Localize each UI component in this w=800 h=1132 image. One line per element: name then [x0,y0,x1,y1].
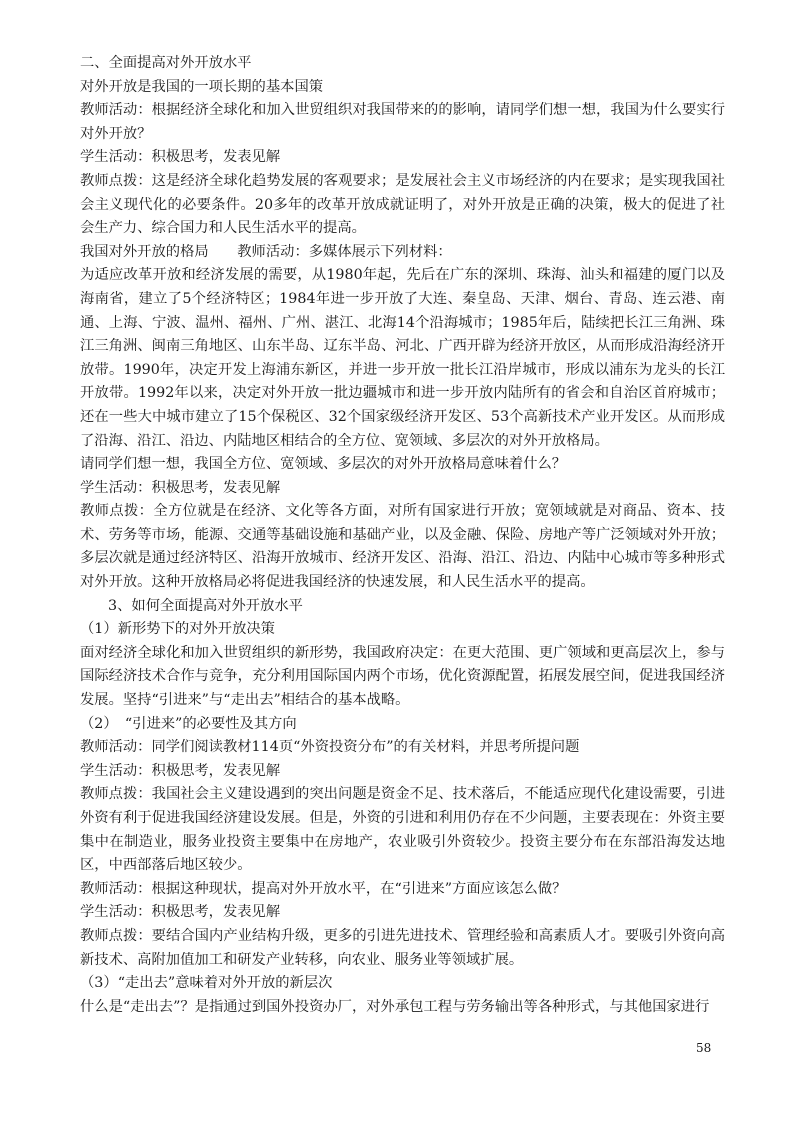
paragraph-definition: 什么是“走出去”？是指通过到国外投资办厂，对外承包工程与劳务输出等各种形式，与其他国家进行 [80,998,710,1015]
section-heading: 二、全面提高对外开放水平 [80,55,252,71]
paragraph-policy: 面对经济全球化和加入世贸组织的新形势，我国政府决定：在更大范围、更广领域和更高层次上，参与国际经济技术合作与竞争，充分利用国际国内两个市场，优化资源配置，拓展发展空间，促进我国经济发展。坚持“引进来”与“走出去”相结合的基本战略。 [80,644,725,709]
paragraph-teacher-guidance: 教师点拨：这是经济全球化趋势发展的客观要求；是发展社会主义市场经济的内在要求；是实现我国社会主义现代化的必要条件。20多年的改革开放成就证明了，对外开放是正确的决策，极大的促进了社会生产力、综合国力和人民生活水平的提高。 [80,172,725,237]
subsection-heading: 我国对外开放的格局 教师活动：多媒体展示下列材料： [80,243,452,260]
paragraph-student-activity: 学生活动：积极思考，发表见解 [80,904,281,921]
paragraph-question: 请同学们想一想，我国全方位、宽领域、多层次的对外开放格局意味着什么？ [80,456,567,473]
paragraph-student-activity: 学生活动：积极思考，发表见解 [80,149,281,166]
paragraph-teacher-guidance: 教师点拨：我国社会主义建设遇到的突出问题是资金不足、技术落后，不能适应现代化建设需要，引进外资有利于促进我国经济建设发展。但是，外资的引进和利用仍存在不少问题，主要表现在：外资主要集中在制造业，服务业投资主要集中在房地产，农业吸引外资较少。投资主要分布在东部沿海发达地区，中西部落后地区较少。 [80,786,725,874]
paragraph-student-activity: 学生活动：积极思考，发表见解 [80,762,281,779]
subsection-heading: 对外开放是我国的一项长期的基本国策 [80,78,324,95]
subsection-heading: （2） “引进来”的必要性及其方向 [80,715,297,732]
document-body [80,52,725,1019]
paragraph-teacher-activity: 教师活动：根据这种现状，提高对外开放水平，在“引进来”方面应该怎么做？ [80,880,567,897]
paragraph-teacher-guidance: 教师点拨：要结合国内产业结构升级，更多的引进先进技术、管理经验和高素质人才。要吸引外资向高新技术、高附加值加工和研发产业转移，向农业、服务业等领域扩展。 [80,927,725,968]
subsection-heading: （3）“走出去”意味着对外开放的新层次 [80,975,333,992]
paragraph-student-activity: 学生活动：积极思考，发表见解 [80,479,281,496]
subsection-heading: （1）新形势下的对外开放决策 [80,621,275,638]
paragraph-teacher-activity: 教师活动：同学们阅读教材114页“外资投资分布”的有关材料，并思考所提问题 [80,739,580,756]
page-number: 58 [696,1041,712,1055]
paragraph-teacher-guidance: 教师点拨：全方位就是在经济、文化等各方面，对所有国家进行开放；宽领域就是对商品、资本、技术、劳务等市场，能源、交通等基础设施和基础产业，以及金融、保险、房地产等广泛领域对外开放；多层次就是通过经济特区、沿海开放城市、经济开发区、沿海、沿江、沿边、内陆中心城市等多种形式对外开放。这种开放格局必将促进我国经济的快速发展，和人民生活水平的提高。 [80,503,725,591]
paragraph-material: 为适应改革开放和经济发展的需要，从1980年起，先后在广东的深圳、珠海、汕头和福建的厦门以及海南省，建立了5个经济特区；1984年进一步开放了大连、秦皇岛、天津、烟台、青岛、连云港、南通、上海、宁波、温州、福州、广州、湛江、北海14个沿海城市；1985年后，陆续把长江三角洲、珠江三角洲、闽南三角地区、山东半岛、辽东半岛、河北、广西开辟为经济开放区，从而形成沿海经济开放带。1990年，决定开发上海浦东新区，并进一步开放一批长江沿岸城市，形成以浦东为龙头的长江开放带。1992年以来，决定对外开放一批边疆城市和进一步开放内陆所有的省会和自治区首府城市；还在一些大中城市建立了15个保税区、32个国家级经济开发区、53个高新技术产业开发区。从而形成了沿海、沿江、沿边、内陆地区相结合的全方位、宽领域、多层次的对外开放格局。 [80,267,725,449]
subsection-heading: 3、如何全面提高对外开放水平 [108,597,303,614]
paragraph-teacher-activity: 教师活动：根据经济全球化和加入世贸组织对我国带来的的影响，请同学们想一想，我国为什么要实行对外开放？ [80,102,725,142]
